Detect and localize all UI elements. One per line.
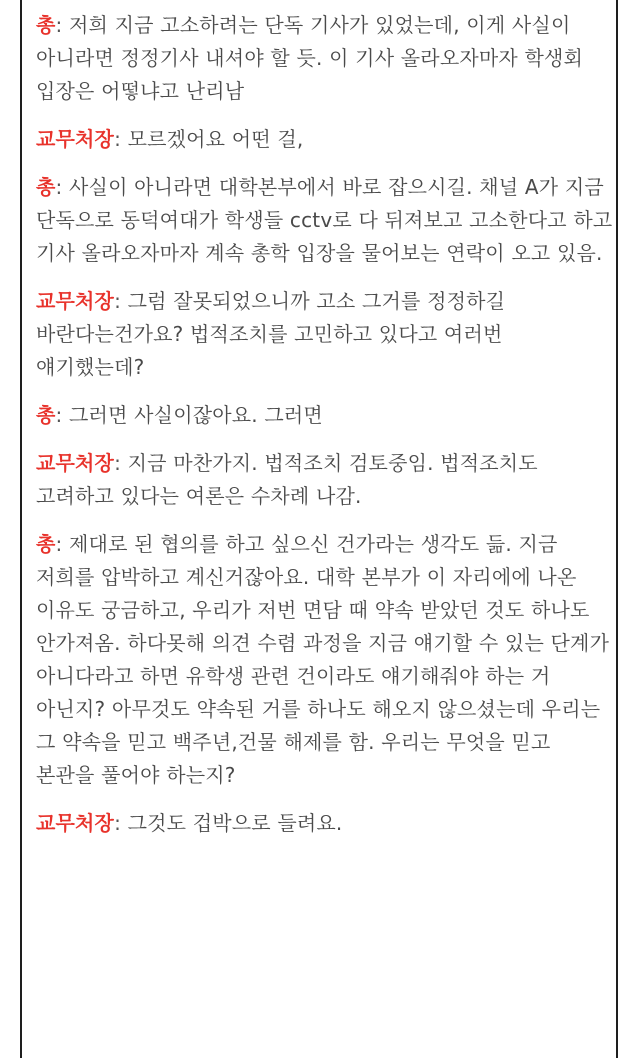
utterance-text: 사실이 아니라면 대학본부에서 바로 잡으시길. 채널 A가 지금 단독으로 동덕여대가 학생들 cctv로 다 뒤져보고 고소한다고 하고 기사 올라오자마자 계속 총학 입장을 물어보는 연락이 오고 있음. xyxy=(36,175,613,265)
speaker-label: 교무처장 xyxy=(36,289,115,313)
transcript-turn-6 xyxy=(36,447,614,513)
utterance-text: 그럼 잘못되었으니까 고소 그거를 정정하길 바란다는건가요? 법적조치를 고민하고 있다고 여러번 얘기했는데? xyxy=(36,289,506,379)
speaker-colon: : xyxy=(55,175,63,199)
utterance-text: 모르겠어요 어떤 걸, xyxy=(121,127,304,151)
utterance-text: 제대로 된 협의를 하고 싶으신 건가라는 생각도 듦. 지금 저희를 압박하고 계신거잖아요. 대학 본부가 이 자리에에 나온 이유도 궁금하고, 우리가 저번 면담 때 약속 받았던 것도 하나도 안가져옴. 하다못해 의견 수렴 과정을 지금 얘기할 수 있는 단계가 아니다라고 하면 유학생 관련 건이라도 얘기해줘야 하는 거 아닌지? 아무것도 약속된 거를 하나도 해오지 않으셨는데 우리는 그 약속을 믿고 백주년,건물 해제를 함. 우리는 무엇을 믿고 본관을 풀어야 하는지? xyxy=(36,532,610,787)
speaker-label: 총 xyxy=(36,175,56,199)
speaker-colon: : xyxy=(114,289,122,313)
speaker-colon: : xyxy=(55,403,63,427)
speaker-label: 교무처장 xyxy=(36,451,115,475)
utterance-text: 그것도 겁박으로 들려요. xyxy=(121,811,343,835)
transcript-turn-5 xyxy=(36,399,614,432)
transcript-turn-1 xyxy=(36,9,614,108)
transcript-turn-7 xyxy=(36,528,614,792)
speaker-label: 총 xyxy=(36,403,56,427)
utterance-text: 그러면 사실이잖아요. 그러면 xyxy=(62,403,323,427)
transcript-turn-3 xyxy=(36,171,614,270)
utterance-text: 저희 지금 고소하려는 단독 기사가 있었는데, 이게 사실이 아니라면 정정기사 내셔야 할 듯. 이 기사 올라오자마자 학생회 입장은 어떻냐고 난리남 xyxy=(36,13,584,103)
speaker-colon: : xyxy=(114,811,122,835)
speaker-colon: : xyxy=(114,451,122,475)
speaker-colon: : xyxy=(55,532,63,556)
utterance-text: 지금 마찬가지. 법적조치 검토중임. 법적조치도 고려하고 있다는 여론은 수차례 나감. xyxy=(36,451,538,508)
speaker-colon: : xyxy=(55,13,63,37)
meeting-transcript xyxy=(36,9,614,840)
speaker-colon: : xyxy=(114,127,122,151)
speaker-label: 총 xyxy=(36,13,56,37)
speaker-label: 총 xyxy=(36,532,56,556)
speaker-label: 교무처장 xyxy=(36,127,115,151)
transcript-turn-8 xyxy=(36,807,614,840)
speaker-label: 교무처장 xyxy=(36,811,115,835)
transcript-turn-4 xyxy=(36,285,614,384)
transcript-turn-2 xyxy=(36,123,614,156)
